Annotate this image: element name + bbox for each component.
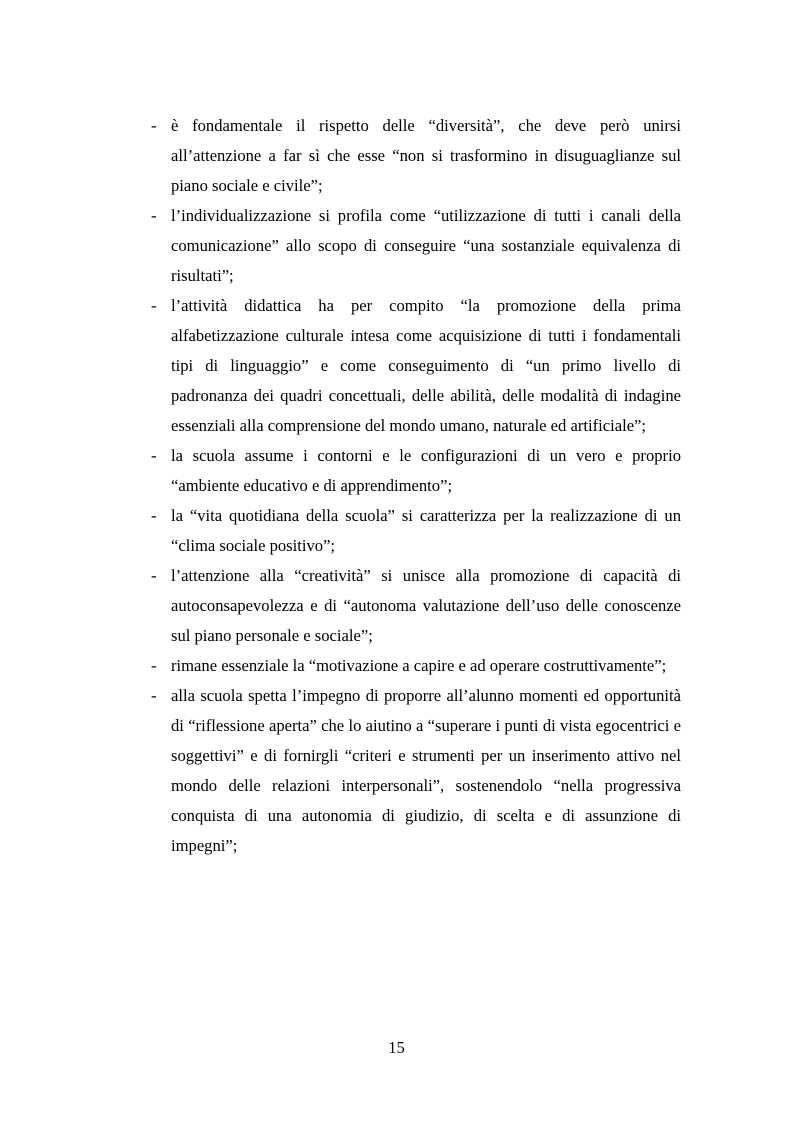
page-number: 15 (388, 1038, 405, 1057)
list-item-text: alla scuola spetta l’impegno di proporre all’alunno momenti ed opportunità di “riflessione aperta” che lo aiutino a “superare i punti di vista egocentrici e soggettivi” e di fornirgli “criteri e strumenti per un inserimento attivo nel mondo delle relazioni interpersonali”, sostenendolo “nella progressiva conquista di una autonomia di giudizio, di scelta e di assunzione di impegni”; (171, 686, 681, 855)
list-item (148, 291, 681, 441)
bullet-marker: - (151, 686, 157, 705)
list-item (148, 681, 681, 861)
list-item (148, 561, 681, 651)
bullet-marker: - (151, 206, 157, 225)
bullet-marker: - (151, 446, 157, 465)
bullet-marker: - (151, 296, 157, 315)
bullet-marker: - (151, 656, 157, 675)
list-item (148, 201, 681, 291)
list-item (148, 651, 681, 681)
bullet-marker: - (151, 116, 157, 135)
list-item-text: l’attività didattica ha per compito “la promozione della prima alfabetizzazione culturale intesa come acquisizione di tutti i fondamentali tipi di linguaggio” e come conseguimento di “un primo livello di padronanza dei quadri concettuali, delle abilità, delle modalità di indagine essenziali alla comprensione del mondo umano, naturale ed artificiale”; (171, 296, 681, 435)
list-item-text: è fondamentale il rispetto delle “diversità”, che deve però unirsi all’attenzione a far sì che esse “non si trasformino in disuguaglianze sul piano sociale e civile”; (171, 116, 681, 195)
bullet-marker: - (151, 566, 157, 585)
bullet-marker: - (151, 506, 157, 525)
list-item-text: l’individualizzazione si profila come “utilizzazione di tutti i canali della comunicazione” allo scopo di conseguire “una sostanziale equivalenza di risultati”; (171, 206, 681, 285)
list-item (148, 111, 681, 201)
list-item (148, 501, 681, 561)
list-item-text: la scuola assume i contorni e le configurazioni di un vero e proprio “ambiente educativo e di apprendimento”; (171, 446, 681, 495)
list-item-text: l’attenzione alla “creatività” si unisce alla promozione di capacità di autoconsapevolezza e di “autonoma valutazione dell’uso delle conoscenze sul piano personale e sociale”; (171, 566, 681, 645)
list-item (148, 441, 681, 501)
list-item-text: rimane essenziale la “motivazione a capire e ad operare costruttivamente”; (171, 656, 667, 675)
list-item-text: la “vita quotidiana della scuola” si caratterizza per la realizzazione di un “clima sociale positivo”; (171, 506, 681, 555)
bullet-list (148, 111, 681, 861)
